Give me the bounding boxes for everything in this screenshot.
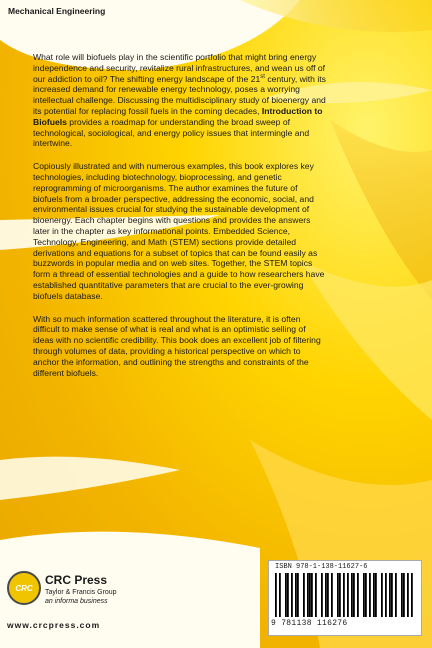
subject-category: Mechanical Engineering: [8, 6, 106, 16]
isbn-label: ISBN 978-1-138-11627-6: [275, 563, 368, 571]
description-paragraph-1: What role will biofuels play in the scientific portfolio that might bring energy independence and security, revitalize rural infrastructures, and wean us off of our addiction to oil? The shifting energy landscape of the 21st century, with its increased demand for renewable energy technology, poses a worrying intellectual challenge. Discussing the multidisciplinary study of bioenergy and its potential for replacing fossil fuels in the coming decades, Introduction to Biofuels provides a roadmap for understanding the broad sweep of technological, sociological, and energy policy issues that intermingle and intertwine.: [33, 52, 326, 149]
book-title: Introduction to Biofuels: [33, 105, 323, 127]
barcode-digits: 9 781138 116276: [271, 619, 348, 628]
publisher-url: www.crcpress.com: [7, 620, 101, 630]
publisher-tagline: an informa business: [45, 598, 108, 605]
description-paragraph-3: With so much information scattered throughout the literature, it is often difficult to make sense of what is real and what is an optimistic selling of ideas with no scientific credibility. This book does an excellent job of filtering through volumes of data, providing a historical perspective on which to anchor the information, and outlining the strengths and constraints of the different biofuels.: [33, 313, 321, 378]
back-cover-description: [33, 52, 328, 390]
description-paragraph-2: Copiously illustrated and with numerous examples, this book explores key technologies, including biotechnology, bioprocessing, and genetic reprogramming of microorganisms. The author examines the future of biofuels from a broader perspective, addressing the economic, social, and environmental issues crucial for studying the sustainable development of bioenergy. Each chapter begins with questions and provides the answers later in the chapter as key informational points. Embedded Science, Technology, Engineering, and Math (STEM) sections provide detailed derivations and equations for a subset of topics that can be found easily as buzzwords in popular media and on web sites. Together, the STEM topics form a thread of essential technologies and a guide to how researchers have established quantitative parameters that are crucial to the ever-growing biofuels database.: [33, 161, 325, 301]
publisher-group: Taylor & Francis Group: [45, 589, 117, 596]
crc-logo-icon: CRC: [7, 571, 41, 605]
publisher-name: CRC Press: [45, 573, 108, 587]
isbn-barcode: [268, 560, 422, 636]
barcode-icon: [275, 573, 415, 617]
